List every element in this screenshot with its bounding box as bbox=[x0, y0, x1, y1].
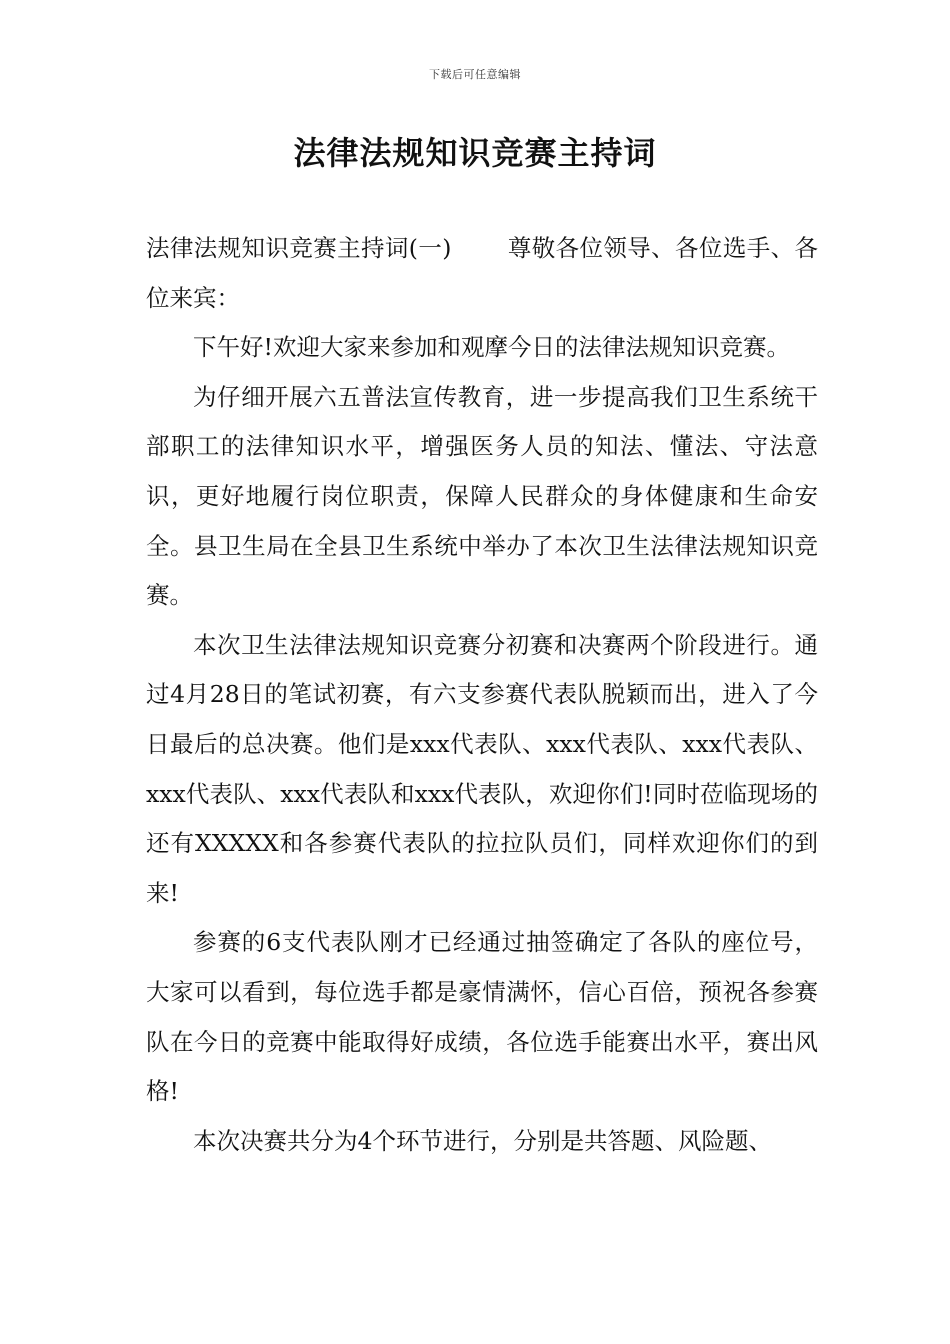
opening-label: 法律法规知识竞赛主持词(一) bbox=[146, 234, 452, 262]
paragraph: 参赛的6支代表队刚才已经通过抽签确定了各队的座位号，大家可以看到，每位选手都是豪情满怀，信心百倍，预祝各参赛队在今日的竞赛中能取得好成绩，各位选手能赛出水平，赛出风格! bbox=[146, 928, 818, 1106]
document-title: 法律法规知识竞赛主持词 bbox=[293, 134, 657, 172]
header-note: 下载后可任意编辑 bbox=[429, 68, 521, 81]
paragraph: 为仔细开展六五普法宣传教育，进一步提高我们卫生系统干部职工的法律知识水平，增强医务人员的知法、懂法、守法意识，更好地履行岗位职责，保障人民群众的身体健康和生命安全。县卫生局在全县卫生系统中举办了本次卫生法律法规知识竞赛。 bbox=[146, 382, 818, 610]
document-body bbox=[146, 224, 818, 1166]
opening-greeting: 尊敬各位领导、各位选手、各位来宾： bbox=[146, 234, 818, 312]
paragraph: 下午好!欢迎大家来参加和观摩今日的法律法规知识竞赛。 bbox=[193, 333, 790, 362]
opening-paragraph bbox=[146, 224, 818, 323]
paragraph: 本次决赛共分为4个环节进行，分别是共答题、风险题、 bbox=[193, 1126, 772, 1155]
paragraph: 本次卫生法律法规知识竞赛分初赛和决赛两个阶段进行。通过4月28日的笔试初赛，有六支参赛代表队脱颖而出，进入了今日最后的总决赛。他们是xxx代表队、xxx代表队、xxx代表队、xxx代表队、xxx代表队和xxx代表队，欢迎你们!同时莅临现场的还有XXXXX和各参赛代表队的拉拉队员们，同样欢迎你们的到来! bbox=[146, 630, 818, 907]
